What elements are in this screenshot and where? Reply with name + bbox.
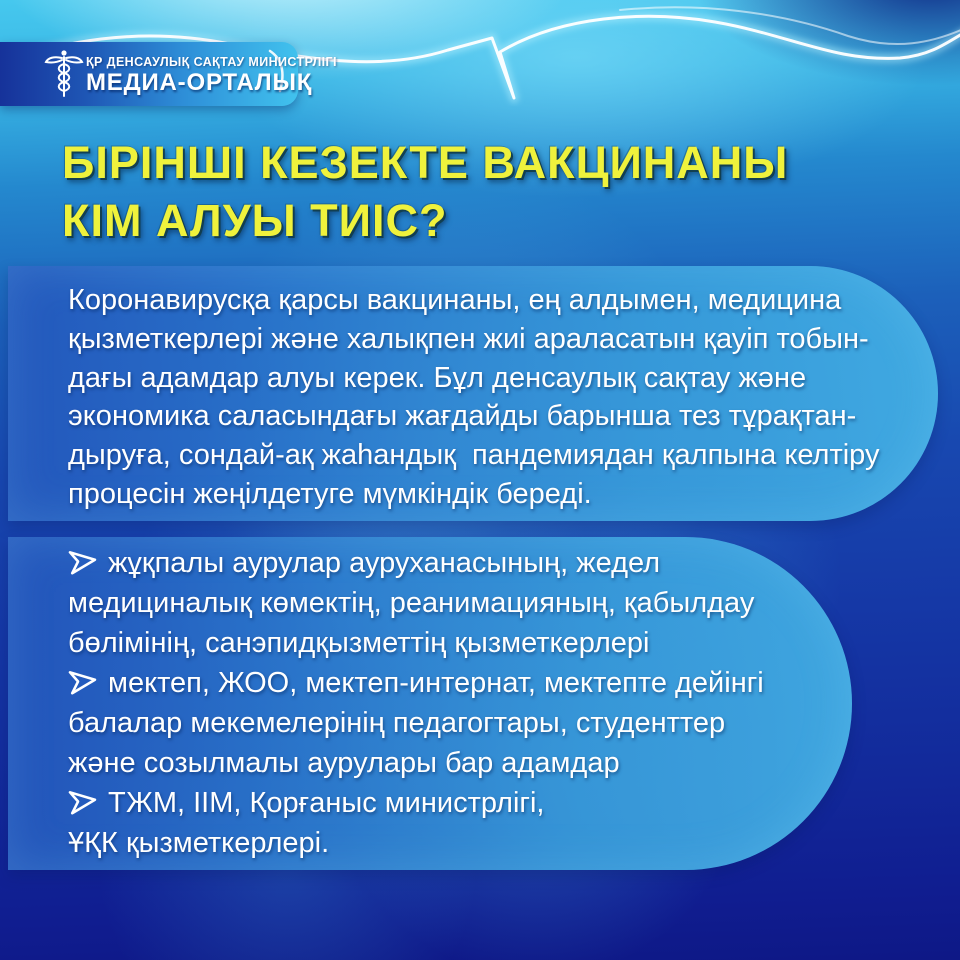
list-item-text: жұқпалы аурулар ауруханасының, жедел bbox=[108, 547, 661, 579]
list-item-continuation: медициналық көмектің, реанимацияның, қабылдау bbox=[68, 587, 755, 619]
brand-banner bbox=[0, 42, 337, 106]
arrow-right-icon bbox=[68, 548, 98, 575]
intro-line: дыруға, сондай-ақ жаһандық пандемиядан қалпына келтіру bbox=[68, 439, 880, 472]
list-item bbox=[68, 783, 764, 823]
ministry-name: ҚР ДЕНСАУЛЫҚ САҚТАУ МИНИСТРЛІГІ bbox=[86, 55, 337, 69]
list-item bbox=[68, 663, 764, 703]
list-item-continuation: және созылмалы аурулары бар адамдар bbox=[68, 747, 620, 779]
page-title-line-1: БІРІНШІ КЕЗЕКТЕ ВАКЦИНАНЫ bbox=[62, 137, 789, 188]
list-item-continuation: ҰҚК қызметкерлері. bbox=[68, 827, 330, 859]
arrow-right-icon bbox=[68, 668, 98, 695]
intro-line: Коронавирусқа қарсы вакцинаны, ең алдымен, медицина bbox=[68, 284, 842, 316]
list-item bbox=[68, 543, 764, 583]
page-title-line-2: КІМ АЛУЫ ТИІС? bbox=[62, 195, 448, 246]
intro-line: процесін жеңілдетуге мүмкіндік береді. bbox=[68, 477, 592, 510]
intro-line: экономика саласындағы жағдайды барынша тез тұрақтан- bbox=[68, 400, 857, 433]
arrow-right-icon bbox=[68, 788, 98, 815]
priority-list bbox=[68, 543, 764, 863]
list-item-continuation: бөлімінің, санэпидқызметтің қызметкерлері bbox=[68, 627, 650, 659]
list-item-continuation: балалар мекемелерінің педагогтары, студенттер bbox=[68, 707, 726, 739]
intro-line: дағы адамдар алуы керек. Бұл денсаулық сақтау және bbox=[68, 361, 807, 394]
media-center-name: МЕДИА-ОРТАЛЫҚ bbox=[86, 69, 313, 96]
intro-paragraph bbox=[68, 281, 879, 514]
page-title bbox=[62, 134, 788, 250]
intro-line: қызметкерлері және халықпен жиі араласатын қауіп тобын- bbox=[68, 322, 869, 355]
list-item-text: мектеп, ЖОО, мектеп-интернат, мектепте дейінгі bbox=[108, 667, 764, 699]
list-item-text: ТЖМ, ІІМ, Қорғаныс министрлігі, bbox=[108, 787, 545, 819]
caduceus-icon bbox=[44, 48, 84, 100]
